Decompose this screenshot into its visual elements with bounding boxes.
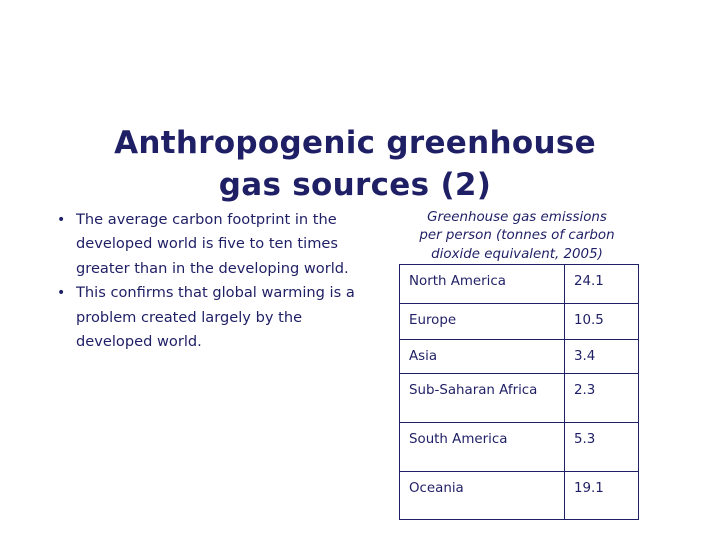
table-caption-line-2: per person (tonnes of carbon [419,228,615,244]
value-cell: 24.1 [565,265,639,304]
table-row [400,339,639,373]
region-cell: Sub-Saharan Africa [400,374,565,423]
slide-title-line-2: gas sources (2) [218,167,492,203]
region-cell: North America [400,265,565,304]
table-row [400,374,639,423]
region-cell: Oceania [400,472,565,520]
emissions-table [399,264,639,520]
value-cell: 2.3 [565,374,639,423]
table-row [400,265,639,304]
value-cell: 10.5 [565,303,639,339]
slide-title [60,122,650,206]
region-cell: South America [400,423,565,472]
value-cell: 5.3 [565,423,639,472]
value-cell: 19.1 [565,472,639,520]
bullet-text: This confirms that global warming is a problem created largely by the developed world. [76,284,355,351]
table-caption-line-1: Greenhouse gas emissions [427,210,607,225]
table-caption [408,209,626,264]
bullet-list [55,208,355,354]
bullet-text: The average carbon footprint in the developed world is five to ten times greater than in the developing world. [76,211,349,277]
table-row [400,303,639,339]
value-cell: 3.4 [565,339,639,373]
table-caption-line-3: dioxide equivalent, 2005) [431,246,603,262]
bullet-marker: • [57,285,66,302]
region-cell: Asia [400,339,565,373]
region-cell: Europe [400,303,565,339]
slide-title-line-1: Anthropogenic greenhouse [114,125,596,161]
bullet-marker: • [57,212,66,228]
table-row [400,423,639,472]
bullet-item [55,208,355,281]
table-row [400,472,639,520]
bullet-item [55,281,355,354]
